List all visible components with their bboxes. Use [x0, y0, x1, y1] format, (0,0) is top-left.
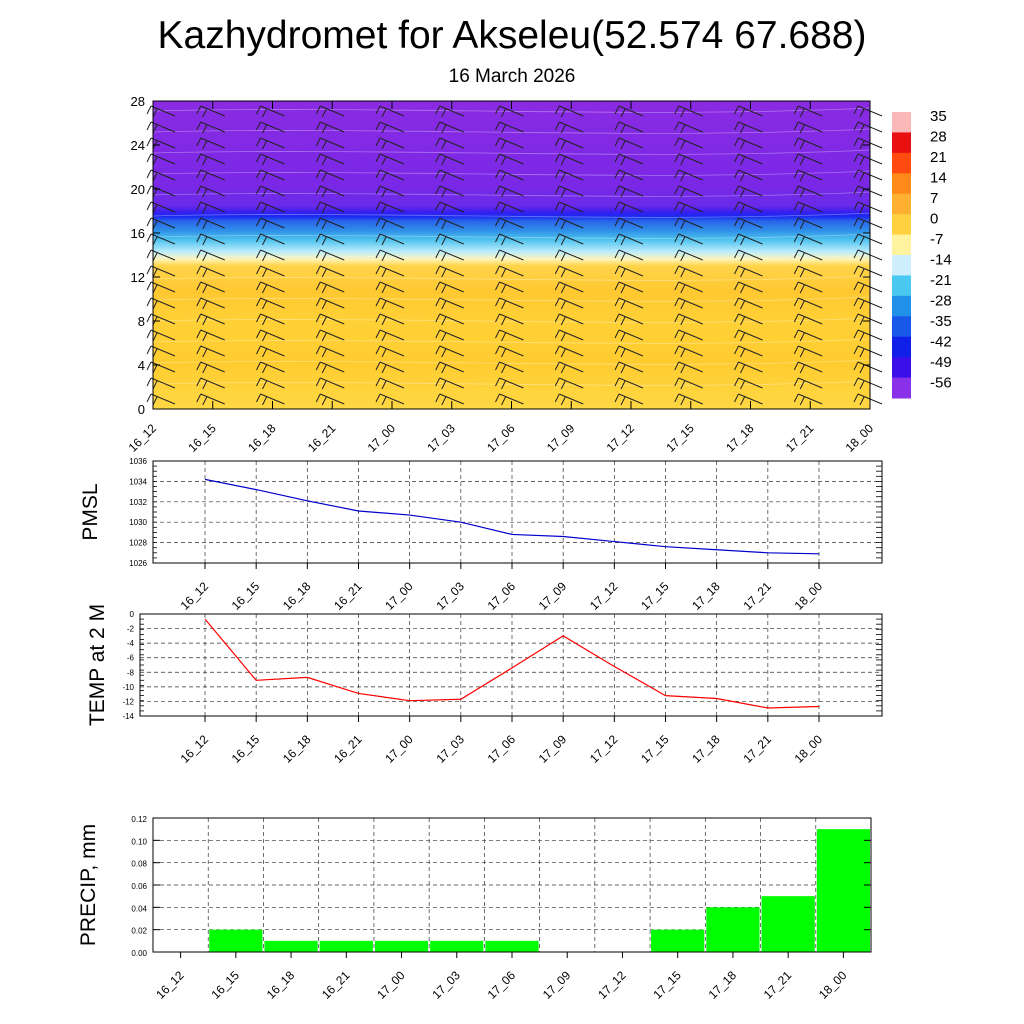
y-tick-label: 0.04 — [131, 904, 147, 914]
x-tick-label: 17_06 — [484, 421, 518, 455]
x-tick-label: 16_12 — [177, 732, 212, 766]
x-tick-label: 17_18 — [723, 421, 757, 455]
y-tick-label: 0 — [129, 610, 134, 619]
y-tick-label: -12 — [122, 697, 134, 707]
colorbar-swatch — [892, 235, 911, 256]
precip-bar — [320, 941, 373, 952]
y-tick-label: 4 — [137, 358, 145, 373]
x-tick-label: 18_00 — [842, 421, 877, 455]
x-tick-label: 16_12 — [125, 421, 160, 455]
precip-bar — [375, 941, 428, 952]
precip-bar — [430, 941, 483, 952]
precip-bar — [762, 896, 815, 952]
y-axis-label: PRECIP, mm — [77, 823, 100, 947]
panel-frame — [140, 614, 882, 716]
x-tick-label: 17_03 — [433, 732, 467, 766]
x-tick-label: 17_18 — [689, 732, 723, 766]
colorbar-label: -7 — [930, 231, 944, 248]
y-tick-label: -4 — [126, 639, 134, 649]
precip-bar — [264, 941, 317, 952]
y-tick-label: 0.08 — [131, 859, 147, 869]
y-axis-label: PMSL — [79, 483, 102, 541]
y-tick-label: 28 — [130, 94, 145, 109]
y-tick-label: -10 — [122, 682, 134, 692]
chart-subtitle: 16 March 2026 — [448, 66, 576, 87]
colorbar-label: -49 — [930, 354, 952, 371]
colorbar-label: -56 — [930, 374, 952, 392]
y-tick-label: -6 — [126, 653, 134, 663]
colorbar-label: 0 — [930, 210, 939, 228]
x-tick-label: 17_00 — [374, 968, 408, 1002]
x-tick-label: 16_18 — [263, 968, 298, 1002]
y-tick-label: 1026 — [129, 559, 147, 568]
y-tick-label: 1034 — [129, 477, 147, 487]
colorbar-label: 14 — [930, 169, 947, 187]
colorbar-label: 35 — [930, 108, 947, 125]
y-tick-label: 24 — [130, 138, 145, 153]
x-tick-label: 17_15 — [638, 579, 672, 613]
x-tick-label: 17_00 — [382, 732, 416, 766]
x-tick-label: 17_21 — [740, 579, 774, 613]
x-tick-label: 17_15 — [638, 732, 672, 766]
x-tick-label: 16_21 — [331, 732, 365, 766]
x-tick-label: 18_00 — [791, 732, 826, 766]
x-tick-label: 17_12 — [603, 421, 638, 455]
x-tick-label: 17_09 — [539, 968, 574, 1002]
colorbar-label: -28 — [930, 292, 952, 310]
colorbar-swatch — [892, 275, 911, 296]
x-tick-label: 17_12 — [586, 579, 621, 613]
x-tick-label: 16_15 — [228, 579, 263, 613]
x-tick-label: 16_18 — [245, 421, 279, 455]
colorbar-swatch — [892, 112, 911, 133]
x-tick-label: 17_09 — [535, 732, 570, 766]
y-tick-label: 0.06 — [131, 882, 147, 891]
x-tick-label: 17_03 — [429, 968, 463, 1002]
y-tick-label: 0.10 — [131, 837, 147, 847]
x-tick-label: 17_09 — [543, 421, 578, 455]
y-tick-label: 1032 — [129, 497, 147, 507]
x-tick-label: 17_09 — [535, 579, 570, 613]
x-tick-label: 17_21 — [782, 421, 817, 455]
x-tick-label: 16_21 — [331, 579, 365, 613]
y-tick-label: 0.00 — [131, 949, 147, 958]
x-tick-label: 17_06 — [484, 732, 519, 766]
y-tick-label: 16 — [130, 226, 145, 241]
x-tick-label: 17_15 — [663, 421, 697, 455]
colorbar-label: 7 — [930, 190, 939, 207]
x-tick-label: 16_18 — [279, 732, 314, 766]
precip-bar — [706, 907, 759, 952]
x-tick-label: 16_18 — [279, 579, 314, 613]
y-tick-label: 0.12 — [131, 815, 147, 824]
y-axis-label: TEMP at 2 M — [86, 603, 109, 727]
colorbar-swatch — [892, 132, 911, 153]
x-tick-label: 16_21 — [318, 968, 353, 1002]
x-tick-label: 16_15 — [208, 968, 242, 1002]
precip-bar — [209, 930, 262, 952]
y-tick-label: 1030 — [129, 518, 147, 528]
colorbar-swatch — [892, 194, 911, 215]
x-tick-label: 17_12 — [586, 732, 621, 766]
x-tick-label: 16_15 — [185, 421, 219, 455]
x-tick-label: 17_21 — [740, 732, 774, 766]
colorbar-swatch — [892, 357, 911, 378]
x-tick-label: 17_00 — [364, 421, 399, 455]
x-tick-label: 16_12 — [153, 968, 187, 1002]
y-tick-label: -2 — [126, 624, 134, 634]
colorbar-label: -21 — [930, 272, 952, 289]
colorbar-label: 21 — [930, 149, 947, 166]
x-tick-label: 16_15 — [228, 732, 263, 766]
x-tick-label: 17_21 — [760, 968, 795, 1002]
colorbar-swatch — [892, 173, 911, 194]
y-tick-label: 20 — [130, 182, 145, 197]
colorbar-label: -14 — [930, 251, 952, 269]
colorbar-label: 28 — [930, 128, 947, 146]
y-tick-label: 1036 — [129, 457, 147, 466]
precip-bar — [651, 930, 704, 952]
x-tick-label: 17_06 — [484, 579, 519, 613]
x-tick-label: 16_21 — [304, 421, 339, 455]
panel-frame — [153, 461, 882, 563]
x-tick-label: 17_12 — [595, 968, 629, 1002]
precip-bar — [817, 829, 870, 952]
y-tick-label: -8 — [126, 668, 134, 678]
colorbar-label: -35 — [930, 313, 952, 330]
x-tick-label: 18_00 — [791, 579, 826, 613]
x-tick-label: 18_00 — [816, 968, 850, 1002]
colorbar-swatch — [892, 296, 911, 317]
x-tick-label: 17_03 — [424, 421, 458, 455]
colorbar-swatch — [892, 337, 911, 358]
y-tick-label: 12 — [130, 270, 145, 285]
colorbar-swatch — [892, 214, 911, 235]
colorbar-swatch — [892, 153, 911, 174]
x-tick-label: 17_18 — [705, 968, 740, 1002]
y-tick-label: 1028 — [129, 538, 147, 548]
x-tick-label: 17_15 — [650, 968, 684, 1002]
y-tick-label: 0 — [137, 402, 145, 417]
y-tick-label: -14 — [122, 712, 134, 721]
precip-bar — [485, 941, 538, 952]
chart-title: Kazhydromet for Akseleu(52.574 67.688) — [157, 14, 867, 57]
colorbar-label: -42 — [930, 333, 952, 351]
y-tick-label: 0.02 — [131, 926, 147, 936]
x-tick-label: 17_00 — [382, 579, 416, 613]
colorbar-swatch — [892, 255, 911, 276]
x-tick-label: 17_18 — [689, 579, 723, 613]
x-tick-label: 16_12 — [177, 579, 212, 613]
x-tick-label: 17_06 — [484, 968, 519, 1002]
x-tick-label: 17_03 — [433, 579, 467, 613]
colorbar-swatch — [892, 316, 911, 337]
colorbar-swatch — [892, 378, 911, 399]
y-tick-label: 8 — [137, 314, 145, 329]
